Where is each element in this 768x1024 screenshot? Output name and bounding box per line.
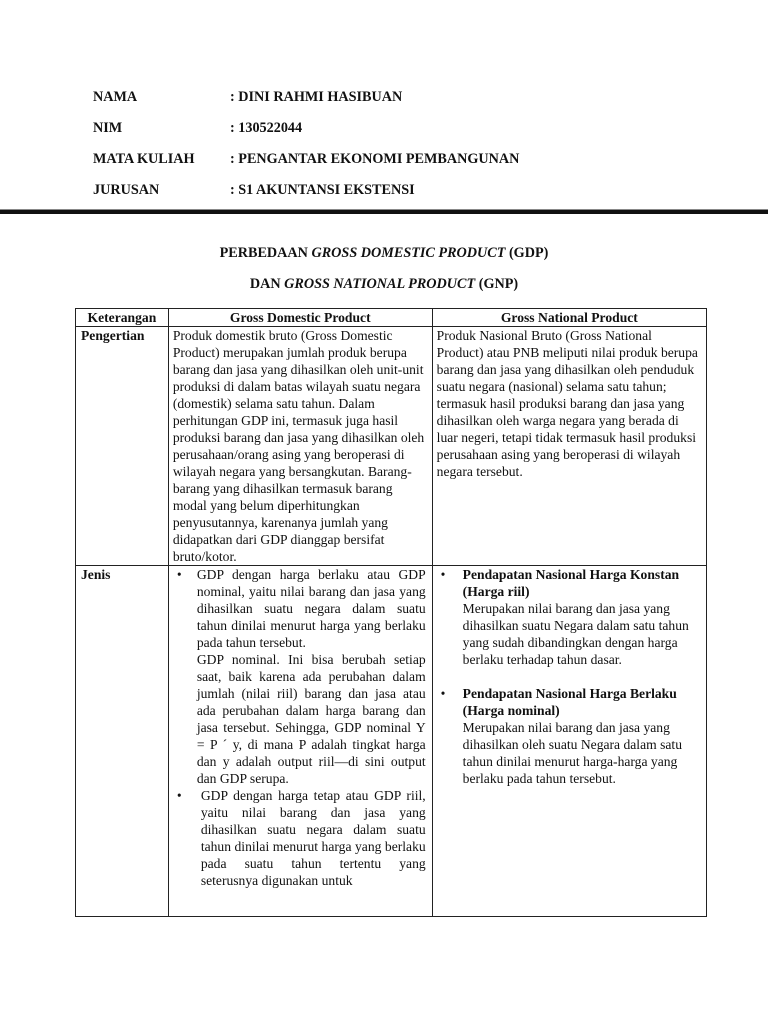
- info-label: NIM: [93, 120, 123, 136]
- title-italic: GROSS NATIONAL PRODUCT: [284, 276, 476, 292]
- title-prefix: PERBEDAAN: [219, 245, 312, 261]
- table-row-jenis: [76, 566, 707, 917]
- info-label: JURUSAN: [93, 182, 160, 198]
- gnp-type-heading: Pendapatan Nasional Harga Berlaku (Harga nominal): [462, 686, 677, 718]
- row-label: Jenis: [76, 566, 169, 917]
- info-value: : PENGANTAR EKONOMI PEMBANGUNAN: [230, 151, 520, 167]
- bullet-icon: •: [440, 567, 446, 582]
- title-suffix: (GDP): [505, 245, 549, 261]
- column-header-gnp: Gross National Product: [432, 309, 706, 327]
- bullet-icon: •: [176, 567, 182, 582]
- list-item: [437, 566, 702, 668]
- list-item: [173, 566, 428, 787]
- bullet-icon: •: [440, 686, 446, 701]
- table-header-row: [76, 309, 707, 327]
- gnp-definition-text: Produk Nasional Bruto (Gross National Product) atau PNB meliputi nilai produk berupa barang dan jasa yang dihasilkan oleh penduduk suatu negara (nasional) selama satu tahun; termasuk hasil produksi barang dan jasa yang dihasilkan oleh warga negara yang berada di luar negeri, tetapi tidak termasuk hasil produksi perusahaan asing yang beroperasi di wilayah negara tersebut.: [436, 328, 698, 479]
- gdp-type-extra: GDP nominal. Ini bisa berubah setiap saat, baik karena ada perubahan dalam jumlah (nilai riil) barang dan jasa atau ada perubahan dalam harga barang dan jasa tersebut. Sehingga, GDP nominal Y = P ´ y, di mana P adalah tingkat harga dan y adalah output riil—di sini output dan GDP serupa.: [196, 652, 426, 786]
- gnp-types-list: [437, 566, 702, 787]
- list-item: [437, 685, 702, 787]
- table-row-pengertian: [76, 327, 707, 566]
- info-value: : 130522044: [230, 120, 303, 136]
- column-header-gdp: Gross Domestic Product: [168, 309, 432, 327]
- gdp-definition-cell: [168, 327, 432, 566]
- gdp-type-text: GDP dengan harga tetap atau GDP riil, yaitu nilai barang dan jasa yang dihasilkan suatu negara dalam suatu tahun dinilai menurut harga yang berlaku pada suatu tahun tertentu yang seterusnya digunakan untuk: [200, 788, 426, 888]
- info-label: NAMA: [93, 89, 138, 105]
- title-italic: GROSS DOMESTIC PRODUCT: [311, 245, 506, 261]
- row-label: Pengertian: [76, 327, 169, 566]
- gnp-type-text: Merupakan nilai barang dan jasa yang dihasilkan suatu Negara dalam satu tahun yang sudah dibandingkan dengan harga berlaku terhadap tahun dasar.: [462, 601, 689, 667]
- comparison-table: [75, 308, 707, 917]
- info-label: MATA KULIAH: [93, 151, 195, 167]
- gnp-definition-cell: [432, 327, 706, 566]
- gdp-types-cell: [168, 566, 432, 917]
- document-title-line-2: [0, 276, 768, 293]
- title-prefix: DAN: [249, 276, 285, 292]
- title-suffix: (GNP): [475, 276, 519, 292]
- list-item: [173, 787, 428, 889]
- info-value: : DINI RAHMI HASIBUAN: [230, 89, 403, 105]
- info-value: : S1 AKUNTANSI EKSTENSI: [230, 182, 415, 198]
- header-divider: [0, 209, 768, 214]
- gdp-types-list: [173, 566, 428, 889]
- gnp-type-text: Merupakan nilai barang dan jasa yang dihasilkan oleh suatu Negara dalam satu tahun dinilai menurut harga-harga yang berlaku pada tahun tersebut.: [462, 720, 682, 786]
- bullet-icon: •: [176, 788, 182, 803]
- gnp-types-cell: [432, 566, 706, 917]
- gdp-definition-text: Produk domestik bruto (Gross Domestic Product) merupakan jumlah produk berupa barang dan jasa yang dihasilkan oleh unit-unit produksi di dalam batas wilayah suatu negara (domestik) selama satu tahun. Dalam perhitungan GDP ini, termasuk juga hasil produksi barang dan jasa yang dihasilkan oleh perusahaan/orang asing yang beroperasi di wilayah negara yang bersangkutan. Barang-barang yang dihasilkan termasuk barang modal yang belum diperhitungkan penyusutannya, karenanya jumlah yang didapatkan dari GDP dianggap bersifat bruto/kotor.: [172, 328, 425, 564]
- gdp-type-text: GDP dengan harga berlaku atau GDP nominal, yaitu nilai barang dan jasa yang dihasilkan suatu negara dalam suatu tahun dinilai menurut harga yang berlaku pada tahun tersebut.: [196, 567, 426, 650]
- document-title-line-1: [0, 245, 768, 262]
- gnp-type-heading: Pendapatan Nasional Harga Konstan (Harga riil): [462, 567, 680, 599]
- column-header-keterangan: Keterangan: [76, 309, 169, 327]
